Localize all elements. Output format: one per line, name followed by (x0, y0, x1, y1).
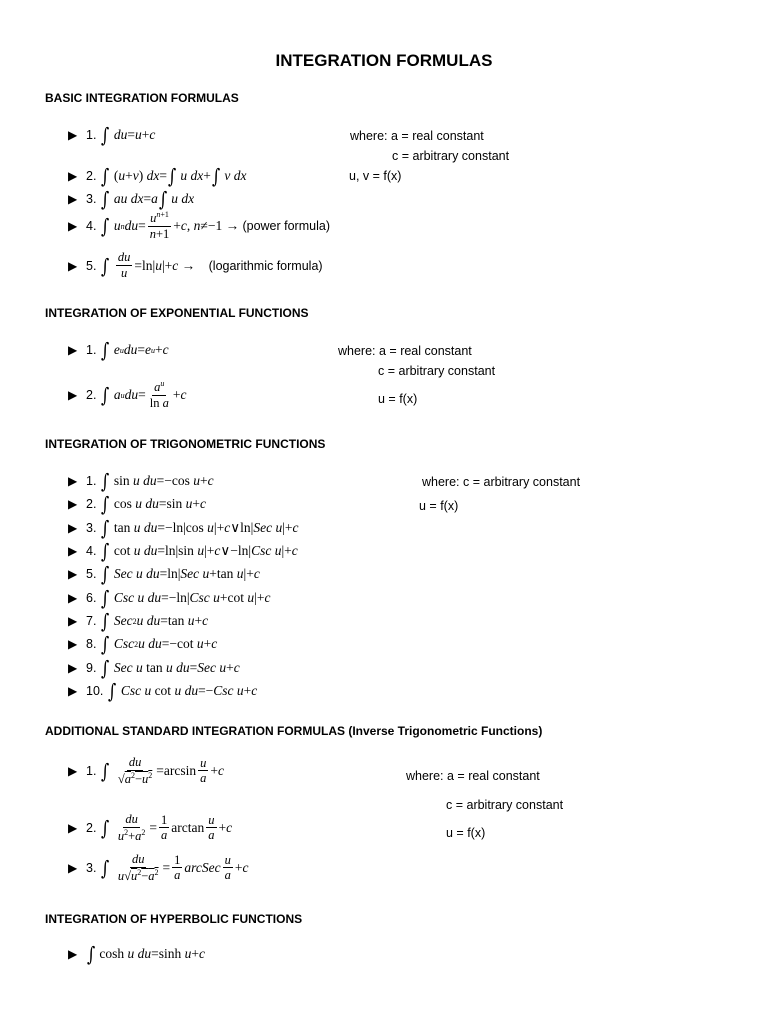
item-number: 6. (86, 591, 97, 605)
inv-formula-3 (68, 853, 249, 883)
trig-note-u: u = f(x) (419, 499, 459, 513)
formula: ∫ Csc 2 u du =−cot u + c (101, 632, 218, 656)
formula: ∫ Sec u du =ln| Sec u +tan u |+ c (101, 562, 260, 586)
bullet-icon: ▶ (68, 591, 78, 605)
item-number: 2. (86, 388, 97, 403)
item-number: 4. (86, 219, 97, 234)
item-number: 1. (86, 474, 97, 488)
formula: ∫ $\frac{du}{u}$ =ln| u |+ c → (logarithmic formula) (101, 250, 323, 280)
bullet-icon: ▶ (68, 861, 78, 876)
item-number: 5. (86, 258, 97, 273)
item-number: 2. (86, 169, 97, 183)
formula: ∫ Sec u tan u du = Sec u + c (101, 656, 240, 680)
item-number: 2. (86, 497, 97, 511)
formula: ∫ Csc u cot u du =− Csc u + c (108, 679, 258, 703)
bullet-icon: ▶ (68, 388, 78, 403)
bullet-icon: ▶ (68, 497, 78, 511)
trig-formula-3 (68, 518, 299, 538)
trig-formula-2 (68, 494, 206, 514)
bullet-icon: ▶ (68, 258, 78, 273)
basic-note-where: where: a = real constant (350, 129, 484, 143)
item-number: 1. (86, 764, 97, 779)
section-basic-heading: BASIC INTEGRATION FORMULAS (45, 91, 239, 105)
bullet-icon: ▶ (68, 192, 78, 206)
bullet-icon: ▶ (68, 343, 78, 357)
bullet-icon: ▶ (68, 637, 78, 651)
bullet-icon: ▶ (68, 614, 78, 628)
formula: ∫ a u du = $\frac{a^u}{\text{ln a}}$ + c (101, 379, 187, 410)
bullet-icon: ▶ (68, 821, 78, 836)
formula: ∫ Sec 2 u du =tan u + c (101, 609, 209, 633)
formula: ∫ cos u du =sin u + c (101, 492, 206, 516)
trig-formula-1 (68, 471, 214, 491)
basic-formula-5 (68, 251, 323, 280)
formula: ∫ du = u + c (101, 123, 156, 147)
item-number: 5. (86, 567, 97, 581)
trig-formula-4 (68, 541, 298, 561)
formula: ∫ cot u du =ln|sin u |+ c ∨−ln| Csc u |+ c (101, 539, 298, 563)
basic-note-c: c = arbitrary constant (392, 149, 510, 163)
item-number: 4. (86, 544, 97, 558)
hyp-formula-1 (68, 944, 205, 964)
section-inverse-heading: ADDITIONAL STANDARD INTEGRATION FORMULAS (Inverse Trigonometric Functions) (45, 724, 543, 738)
inv-note-u: u = f(x) (446, 826, 486, 840)
page-title: INTEGRATION FORMULAS (275, 51, 493, 70)
inv-note-where: where: a = real constant (406, 769, 540, 783)
exp-formula-2 (68, 380, 186, 410)
inv-formula-1 (68, 756, 224, 786)
section-hyperbolic-heading: INTEGRATION OF HYPERBOLIC FUNCTIONS (45, 912, 303, 926)
basic-formula-4 (68, 211, 330, 241)
item-number: 1. (86, 128, 97, 142)
formula: ∫ $\frac{du}{√a^2-u^2}$ =arcsin $\frac{u}{a}$ + c (101, 755, 225, 786)
bullet-icon: ▶ (68, 474, 78, 488)
item-number: 9. (86, 661, 97, 675)
trig-formula-10 (68, 681, 257, 701)
bullet-icon: ▶ (68, 684, 78, 698)
trig-formula-5 (68, 564, 260, 584)
bullet-icon: ▶ (68, 169, 78, 183)
item-number: 10. (86, 684, 104, 698)
formula: ∫ cosh u du =sinh u + c (87, 942, 206, 966)
trig-formula-8 (68, 634, 217, 654)
item-number: 3. (86, 521, 97, 535)
bullet-icon: ▶ (68, 661, 78, 675)
formula: ∫ u n du = $\frac{u^{n+1}}{n+1}$ + c , n ≠−1 → (power formula) (101, 210, 330, 241)
item-number: 3. (86, 192, 97, 206)
formula: ∫ au dx = a ∫ u dx (101, 187, 195, 211)
basic-formula-3 (68, 189, 194, 209)
bullet-icon: ▶ (68, 128, 78, 142)
basic-formula-2 (68, 166, 246, 186)
exp-note-where: where: a = real constant (338, 344, 472, 358)
exp-formula-1 (68, 340, 169, 360)
formula: ∫ $\frac{du}{u√u^2-a^2}$ = $\frac{1}{a}$ arcSec $\frac{u}{a}$ + c (101, 852, 249, 883)
power-formula-note: (power formula) (242, 219, 330, 234)
bullet-icon: ▶ (68, 544, 78, 558)
log-formula-note: (logarithmic formula) (208, 258, 323, 273)
item-number: 3. (86, 861, 97, 876)
formula: ∫ ( u + v ) dx = ∫ u dx + ∫ v dx (101, 164, 247, 188)
section-exponential-heading: INTEGRATION OF EXPONENTIAL FUNCTIONS (45, 306, 309, 320)
formula: ∫ e u du = e u + c (101, 338, 169, 362)
bullet-icon: ▶ (68, 521, 78, 535)
bullet-icon: ▶ (68, 764, 78, 779)
bullet-icon: ▶ (68, 219, 78, 234)
formula: ∫ Csc u du =−ln| Csc u +cot u |+ c (101, 586, 271, 610)
basic-note-uv: u, v = f(x) (349, 169, 402, 183)
item-number: 8. (86, 637, 97, 651)
inv-formula-2 (68, 813, 232, 843)
trig-formula-7 (68, 611, 208, 631)
item-number: 2. (86, 821, 97, 836)
exp-note-u: u = f(x) (378, 392, 418, 406)
item-number: 7. (86, 614, 97, 628)
trig-note-where: where: c = arbitrary constant (422, 475, 581, 489)
formula: ∫ tan u du =−ln|cos u |+ c ∨ln| Sec u |+ c (101, 516, 299, 540)
bullet-icon: ▶ (68, 567, 78, 581)
exp-note-c: c = arbitrary constant (378, 364, 496, 378)
item-number: 1. (86, 343, 97, 357)
section-trig-heading: INTEGRATION OF TRIGONOMETRIC FUNCTIONS (45, 437, 326, 451)
trig-formula-6 (68, 588, 270, 608)
bullet-icon: ▶ (68, 947, 78, 961)
formula: ∫ sin u du =−cos u + c (101, 469, 214, 493)
basic-formula-1 (68, 125, 155, 145)
trig-formula-9 (68, 658, 240, 678)
formula: ∫ $\frac{du}{u^2+a^2}$ = $\frac{1}{a}$ arctan $\frac{u}{a}$ + c (101, 812, 233, 843)
inv-note-c: c = arbitrary constant (446, 798, 564, 812)
